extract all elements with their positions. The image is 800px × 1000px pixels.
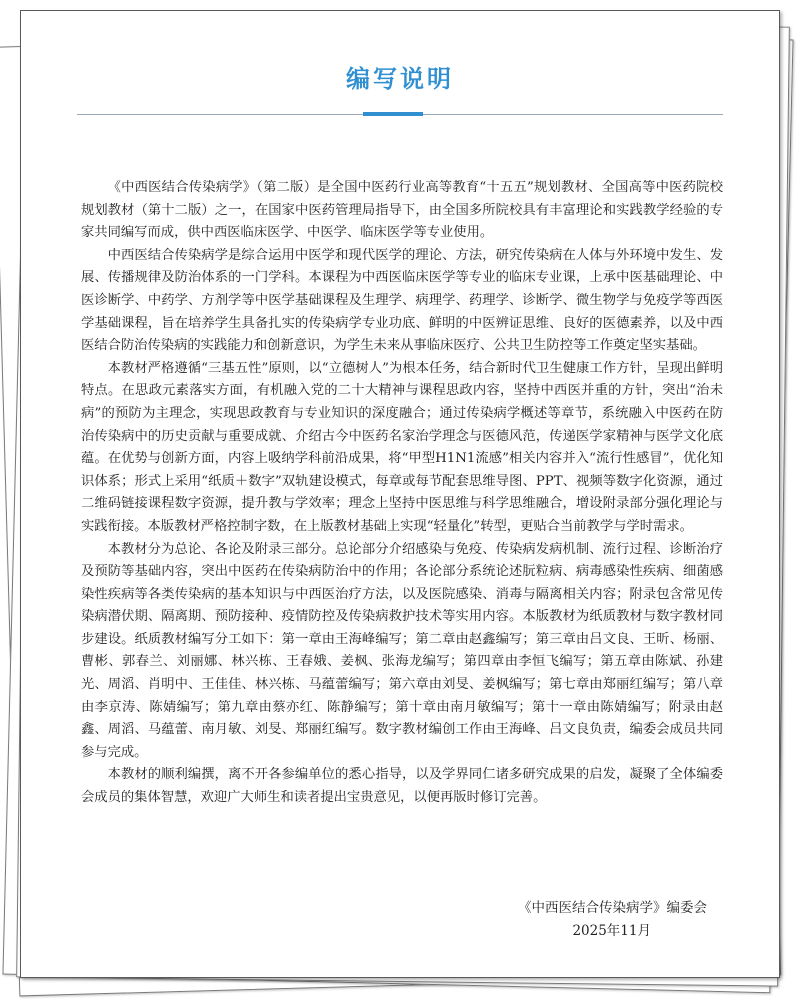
page-title: 编写说明 — [346, 65, 454, 93]
paragraph-3: 本教材严格遵循“三基五性”原则，以“立德树人”为根本任务，结合新时代卫生健康工作方针，呈现出鲜明特点。在思政元素落实方面，有机融入党的二十大精神与课程思政内容，坚持中西医并重的方针，突出“治未病”的预防为主理念，实现思政教育与专业知识的深度融合；通过传染病学概述等章节，系统融入中医药在防治传染病中的历史贡献与重要成就、介绍古今中医药名家治学理念与医德风范，传递医学家精神与医学文化底蕴。在优势与创新方面，内容上吸纳学科前沿成果，将“甲型H1N1流感”相关内容并入“流行性感冒”，优化知识体系；形式上采用“纸质＋数字”双轨建设模式，每章或每节配套思维导图、PPT、视频等数字化资源，通过二维码链接课程数字资源，提升教与学效率；理念上坚持中医思维与科学思维融合，增设附录部分强化理论与实践衔接。本版教材严格控制字数，在上版教材基础上实现“轻量化”转型，更贴合当前教学与学时需求。 — [81, 360, 723, 534]
signature: 《中西医结合传染病学》编委会 — [518, 900, 707, 916]
title-divider-accent — [363, 112, 423, 116]
paragraph-1: 《中西医结合传染病学》（第二版）是全国中医药行业高等教育“十五五”规划教材、全国高等中医药院校规划教材（第十二版）之一，在国家中医药管理局指导下，由全国多所院校具有丰富理论和实践教学经验的专家共同编写而成，供中西医临床医学、中医学、临床医学等专业使用。 — [81, 180, 723, 241]
paragraph-4: 本教材分为总论、各论及附录三部分。总论部分介绍感染与免疫、传染病发病机制、流行过程、诊断治疗及预防等基础内容，突出中医药在传染病防治中的作用；各论部分系统论述朊粒病、病毒感染性疾病、细菌感染性疾病等各类传染病的基本知识与中西医治疗方法，以及医院感染、消毒与隔离相关内容；附录包含常见传染病潜伏期、隔离期、预防接种、疫情防控及传染病救护技术等实用内容。本版教材为纸质教材与数字教材同步建设。纸质教材编写分工如下：第一章由王海峰编写；第二章由赵鑫编写；第三章由吕文良、王昕、杨丽、曹彬、郭春兰、刘丽娜、林兴栋、王春娥、姜枫、张海龙编写；第四章由李恒飞编写；第五章由陈斌、孙建光、周滔、肖明中、王佳佳、林兴栋、马蕴蕾编写；第六章由刘旻、姜枫编写；第七章由郑丽红编写；第八章由李京涛、陈婧编写；第九章由蔡亦红、陈静编写；第十章由南月敏编写；第十一章由陈婧编写；附录由赵鑫、周滔、马蕴蕾、南月敏、刘旻、郑丽红编写。数字教材编创工作由王海峰、吕文良负责，编委会成员共同参与完成。 — [81, 541, 723, 760]
paragraph-5: 本教材的顺利编撰，离不开各参编单位的悉心指导，以及学界同仁诸多研究成果的启发，凝聚了全体编委会成员的集体智慧，欢迎广大师生和读者提出宝贵意见，以便再版时修订完善。 — [81, 767, 723, 806]
document-page — [20, 10, 780, 978]
body-text — [81, 177, 723, 810]
paragraph-2: 中西医结合传染病学是综合运用中医学和现代医学的理论、方法，研究传染病在人体与外环境中发生、发展、传播规律及防治体系的一门学科。本课程为中西医临床医学等专业的临床专业课，上承中医基础理论、中医诊断学、中药学、方剂学等中医学基础课程及生理学、病理学、药理学、诊断学、微生物学与免疫学等西医学基础课程，旨在培养学生具备扎实的传染病学专业功底、鲜明的中医辨证思维、良好的医德素养，以及中西医结合防治传染病的实践能力和创新意识，为学生未来从事临床医疗、公共卫生防控等工作奠定坚实基础。 — [81, 247, 723, 354]
signature-date: 2025年11月 — [572, 923, 651, 939]
signature-block — [518, 897, 707, 943]
